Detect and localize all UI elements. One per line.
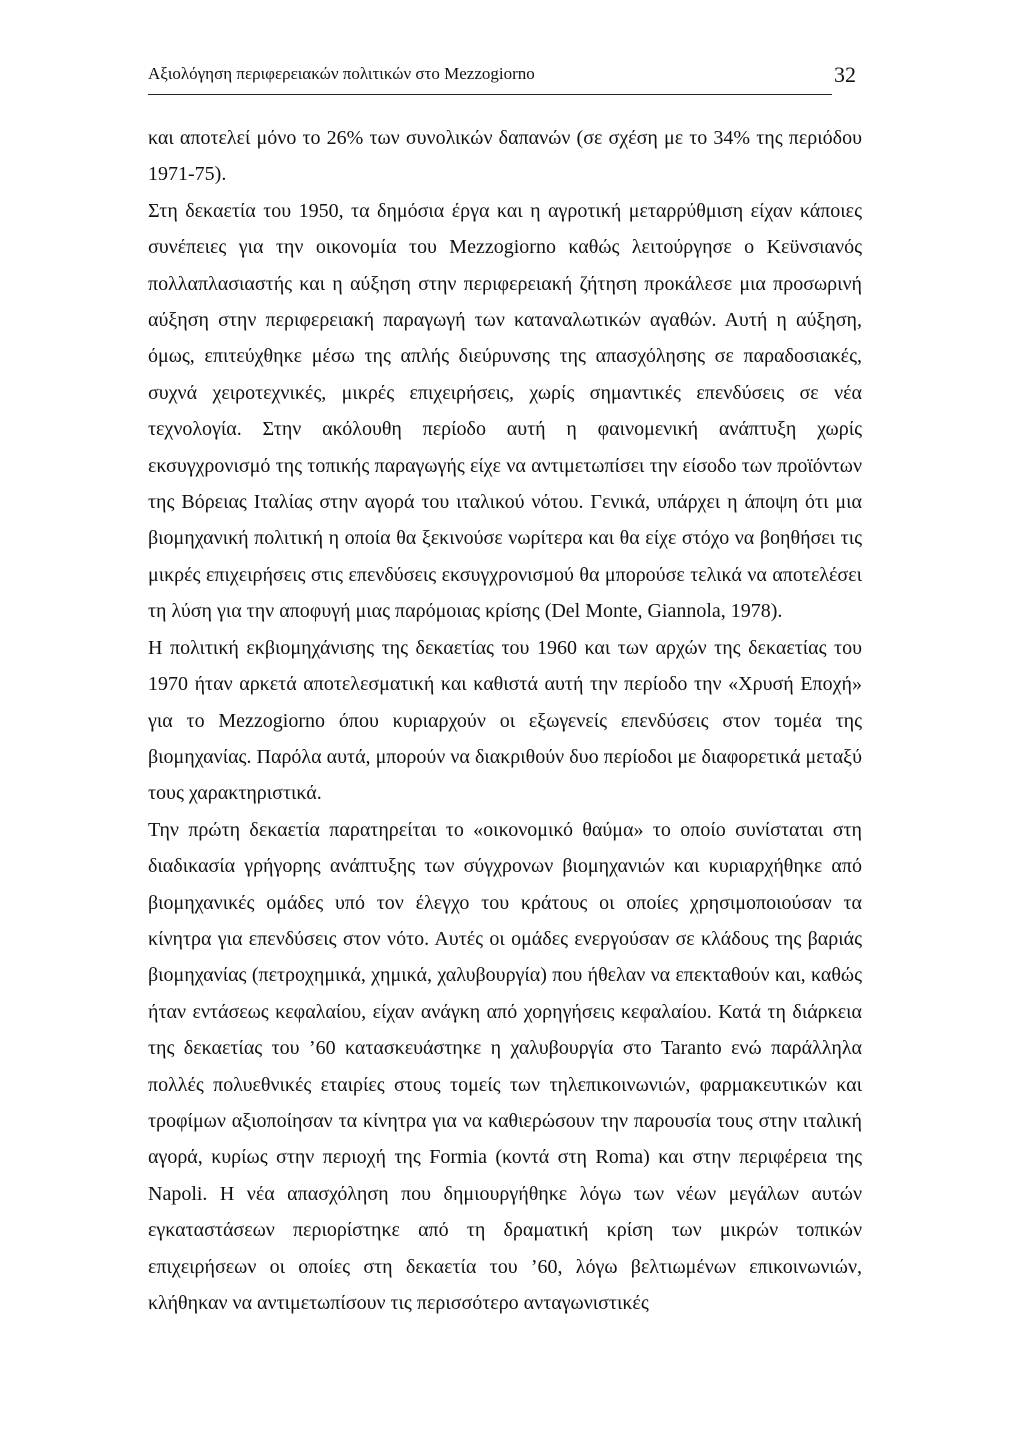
paragraph-4: Την πρώτη δεκαετία παρατηρείται το «οικονομικό θαύμα» το οποίο συνίσταται στη διαδικασία γρήγορης ανάπτυξης των σύγχρονων βιομηχανιών και κυριαρχήθηκε από βιομηχανικές ομάδες υπό τον έλεγχο του κράτους οι οποίες χρησιμοποιούσαν τα κίνητρα για επενδύσεις στον νότο. Αυτές οι ομάδες ενεργούσαν σε κλάδους της βαριάς βιομηχανίας (πετροχημικά, χημικά, χαλυβουργία) που ήθελαν να επεκταθούν και, καθώς ήταν εντάσεως κεφαλαίου, είχαν ανάγκη από χορηγήσεις κεφαλαίου. Κατά τη διάρκεια της δεκαετίας του ’60 κατασκευάστηκε η χαλυβουργία στο Taranto ενώ παράλληλα πολλές πολυεθνικές εταιρίες στους τομείς των τηλεπικοινωνιών, φαρμακευτικών και τροφίμων αξιοποίησαν τα κίνητρα για να καθιερώσουν την παρουσία τους στην ιταλική αγορά, κυρίως στην περιοχή της Formia (κοντά στη Roma) και στην περιφέρεια της Napoli. Η νέα απασχόληση που δημιουργήθηκε λόγω των νέων μεγάλων αυτών εγκαταστάσεων περιορίστηκε από τη δραματική κρίση των μικρών τοπικών επιχειρήσεων οι οποίες στη δεκαετία του ’60, λόγω βελτιωμένων επικοινωνιών, κλήθηκαν να αντιμετωπίσουν τις περισσότερο ανταγωνιστικές — [148, 818, 862, 1314]
page-number: 32 — [834, 62, 856, 87]
paragraph-1: και αποτελεί μόνο το 26% των συνολικών δαπανών (σε σχέση με το 34% της περιόδου 1971-75). — [148, 127, 862, 186]
paragraph-3: Η πολιτική εκβιομηχάνισης της δεκαετίας του 1960 και των αρχών της δεκαετίας του 1970 ήταν αρκετά αποτελεσματική και καθιστά αυτή την περίοδο την «Χρυσή Εποχή» για το Mezzogiorno όπου κυριαρχούν οι εξωγενείς επενδύσεις στον τομέα της βιομηχανίας. Παρόλα αυτά, μπορούν να διακριθούν δυο περίοδοι με διαφορετικά μεταξύ τους χαρακτηριστικά. — [148, 636, 862, 805]
paragraph-2: Στη δεκαετία του 1950, τα δημόσια έργα και η αγροτική μεταρρύθμιση είχαν κάποιες συνέπειες για την οικονομία του Mezzogiorno καθώς λειτούργησε ο Κεϋνσιανός πολλαπλασιαστής και η αύξηση στην περιφερειακή ζήτηση προκάλεσε μια προσωρινή αύξηση στην περιφερειακή παραγωγή των καταναλωτικών αγαθών. Αυτή η αύξηση, όμως, επιτεύχθηκε μέσω της απλής διεύρυνσης της απασχόλησης σε παραδοσιακές, συχνά χειροτεχνικές, μικρές επιχειρήσεις, χωρίς σημαντικές επενδύσεις σε νέα τεχνολογία. Στην ακόλουθη περίοδο αυτή η φαινομενική ανάπτυξη χωρίς εκσυγχρονισμό της τοπικής παραγωγής είχε να αντιμετωπίσει την είσοδο των προϊόντων της Βόρειας Ιταλίας στην αγορά του ιταλικού νότου. Γενικά, υπάρχει η άποψη ότι μια βιομηχανική πολιτική η οποία θα ξεκινούσε νωρίτερα και θα είχε στόχο να βοηθήσει τις μικρές επιχειρήσεις στις επενδύσεις εκσυγχρονισμού θα μπορούσε τελικά να αποτελέσει τη λύση για την αποφυγή μιας παρόμοιας κρίσης (Del Monte, Giannola, 1978). — [148, 199, 862, 623]
header-title: Αξιολόγηση περιφερειακών πολιτικών στο Mezzogiorno — [148, 64, 535, 83]
running-header — [148, 62, 862, 96]
header-rule — [148, 94, 832, 95]
body-text — [148, 120, 862, 1321]
